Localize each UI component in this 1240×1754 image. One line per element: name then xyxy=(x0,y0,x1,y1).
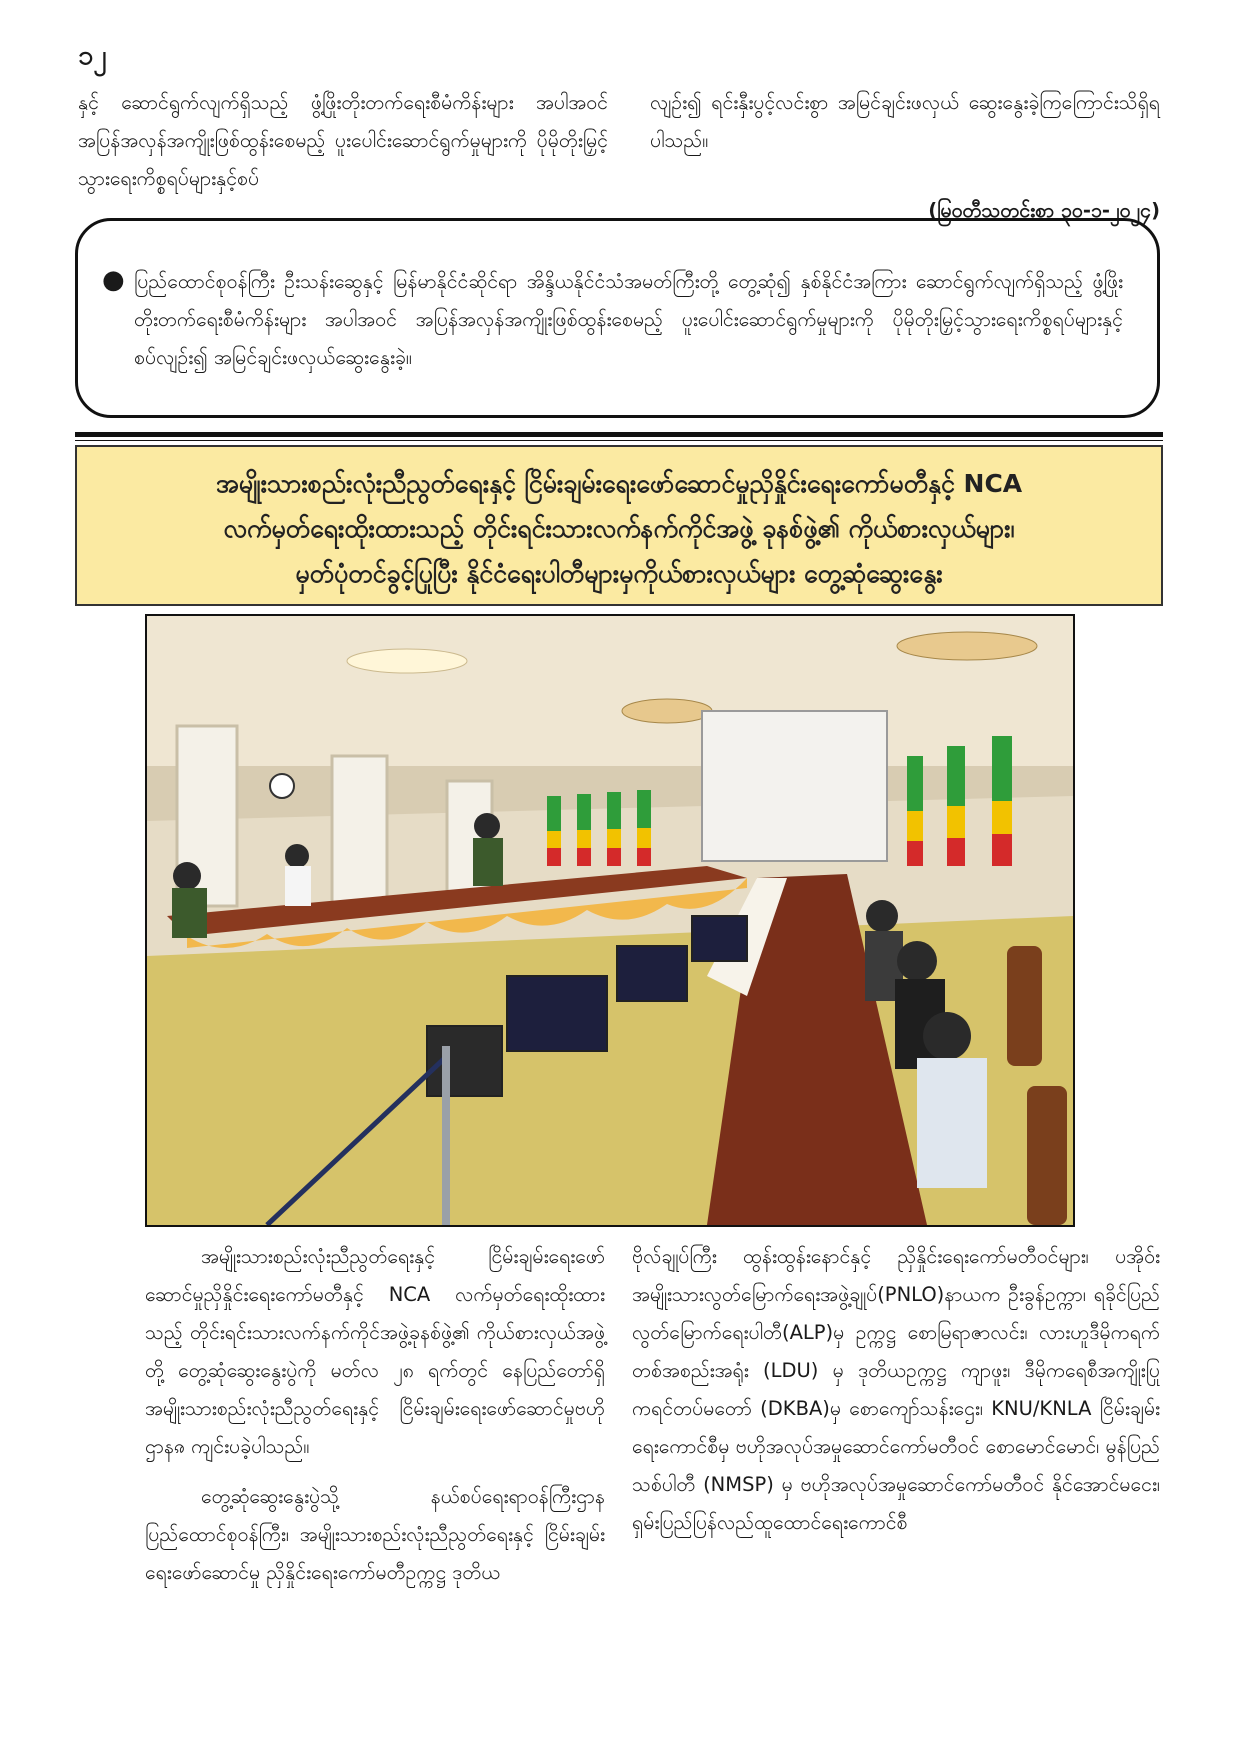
divider-thick xyxy=(75,432,1163,437)
headline-line-1: အမျိုးသားစည်းလုံးညီညွတ်ရေးနှင့် ငြိမ်းချမ်းရေးဖော်ဆောင်မှုညှိနှိုင်းရေးကော်မတီနှင့် NCA xyxy=(215,469,1023,498)
bullet-icon: ● xyxy=(102,265,125,295)
top-article-right-column xyxy=(650,84,1160,230)
top-article-right-text: လျဉ်း၍ ရင်းနှီးပွင့်လင်းစွာ အမြင်ချင်းဖလှယ် ဆွေးနွေးခဲ့ကြကြောင်းသိရှိရပါသည်။ xyxy=(650,91,1160,152)
divider-thin xyxy=(75,440,1163,441)
bottom-article-paragraph-1: အမျိုးသားစည်းလုံးညီညွတ်ရေးနှင့် ငြိမ်းချမ်းရေးဖော်ဆောင်မှုညှိနှိုင်းရေးကော်မတီနှင့် NCA လက်မှတ်ရေးထိုးထားသည့် တိုင်းရင်းသားလက်နက်ကိုင်အဖွဲ့ခုနစ်ဖွဲ့၏ ကိုယ်စားလှယ်အဖွဲ့တို့ တွေ့ဆုံဆွေးနွေးပွဲကို မတ်လ ၂၈ ရက်တွင် နေပြည်တော်ရှိ အမျိုးသားစည်းလုံးညီညွတ်ရေးနှင့် ငြိမ်းချမ်းရေးဖော်ဆောင်မှုဗဟိုဌာနၷ ကျင်းပခဲ့ပါသည်။ xyxy=(145,1245,605,1458)
meeting-photo xyxy=(145,614,1075,1227)
bottom-article-left-column xyxy=(145,1238,605,1592)
summary-text: ပြည်ထောင်စုဝန်ကြီး ဦးသန်းဆွေနှင့် မြန်မာနိုင်ငံဆိုင်ရာ အိန္ဒိယနိုင်ငံသံအမတ်ကြီးတို့ တွေ့ဆုံ၍ နှစ်နိုင်ငံအကြား ဆောင်ရွက်လျက်ရှိသည့် ဖွံ့ဖြိုးတိုးတက်ရေးစီမံကိန်းများ အပါအဝင် အပြန်အလှန်အကျိုးဖြစ်ထွန်းစေမည့် ပူးပေါင်းဆောင်ရွက်မှုများကို ပိုမိုတိုးမြှင့်သွားရေးကိစ္စရပ်များနှင့်စပ်လျဉ်း၍ အမြင်ချင်းဖလှယ်ဆွေးနွေးခဲ့။ xyxy=(134,270,1123,369)
page-number: ၁၂ xyxy=(78,40,107,71)
bottom-article-right-text: ဗိုလ်ချုပ်ကြီး ထွန်းထွန်းနောင်နှင့် ညှိနှိုင်းရေးကော်မတီဝင်များ၊ ပအိုဝ်းအမျိုးသားလွတ်မြောက်ရေးအဖွဲ့ချုပ်(PNLO)နာယက ဦးခွန်ဥက္ကာ၊ ရခိုင်ပြည်လွတ်မြောက်ရေးပါတီ(ALP)မှ ဥက္ကဋ္ဌ စောမြရာဇာလင်း၊ လားဟူဒီမိုကရက်တစ်အစည်းအရုံး (LDU) မှ ဒုတိယဥက္ကဋ္ဌ ကျာဖူး၊ ဒီမိုကရေစီအကျိုးပြုကရင်တပ်မတော် (DKBA)မှ စောကျော်သန်းဌေး၊ KNU/KNLA ငြိမ်းချမ်းရေးကောင်စီမှ ဗဟိုအလုပ်အမှုဆောင်ကော်မတီဝင် စောမောင်မောင်၊ မွန်ပြည်သစ်ပါတီ (NMSP) မှ ဗဟိုအလုပ်အမှုဆောင်ကော်မတီဝင် နိုင်အောင်မငေး၊ ရှမ်းပြည်ပြန်လည်ထူထောင်ရေးကောင်စီ xyxy=(632,1245,1160,1534)
headline-box xyxy=(75,445,1163,606)
summary-box xyxy=(75,218,1160,418)
top-article-left-text: နှင့် ဆောင်ရွက်လျက်ရှိသည့် ဖွံ့ဖြိုးတိုးတက်ရေးစီမံကိန်းများ အပါအဝင် အပြန်အလှန်အကျိုးဖြစ်ထွန်းစေမည့် ပူးပေါင်းဆောင်ရွက်မှုများကို ပိုမိုတိုးမြှင့်သွားရေးကိစ္စရပ်များနှင့်စပ် xyxy=(78,91,608,190)
top-article-left-column xyxy=(78,84,608,198)
bottom-article-right-column xyxy=(632,1238,1160,1542)
bottom-article-paragraph-2: တွေ့ဆုံဆွေးနွေးပွဲသို့ နယ်စပ်ရေးရာဝန်ကြီးဌာန ပြည်ထောင်စုဝန်ကြီး၊ အမျိုးသားစည်းလုံးညီညွတ်ရေးနှင့် ငြိမ်းချမ်းရေးဖော်ဆောင်မှု ညှိနှိုင်းရေးကော်မတီဥက္ကဋ္ဌ ဒုတိယ xyxy=(145,1485,605,1584)
headline-line-3: မှတ်ပုံတင်ခွင့်ပြုပြီး နိုင်ငံရေးပါတီများမှကိုယ်စားလှယ်များ တွေ့ဆုံဆွေးနွေး xyxy=(295,559,943,588)
headline-line-2: လက်မှတ်ရေးထိုးထားသည့် တိုင်းရင်းသားလက်နက်ကိုင်အဖွဲ့ ခုနစ်ဖွဲ့၏ ကိုယ်စားလှယ်များ၊ xyxy=(223,514,1015,543)
source-citation: (မြဝတီသတင်းစာ ၃၀-၁-၂၀၂၄) xyxy=(928,199,1160,222)
